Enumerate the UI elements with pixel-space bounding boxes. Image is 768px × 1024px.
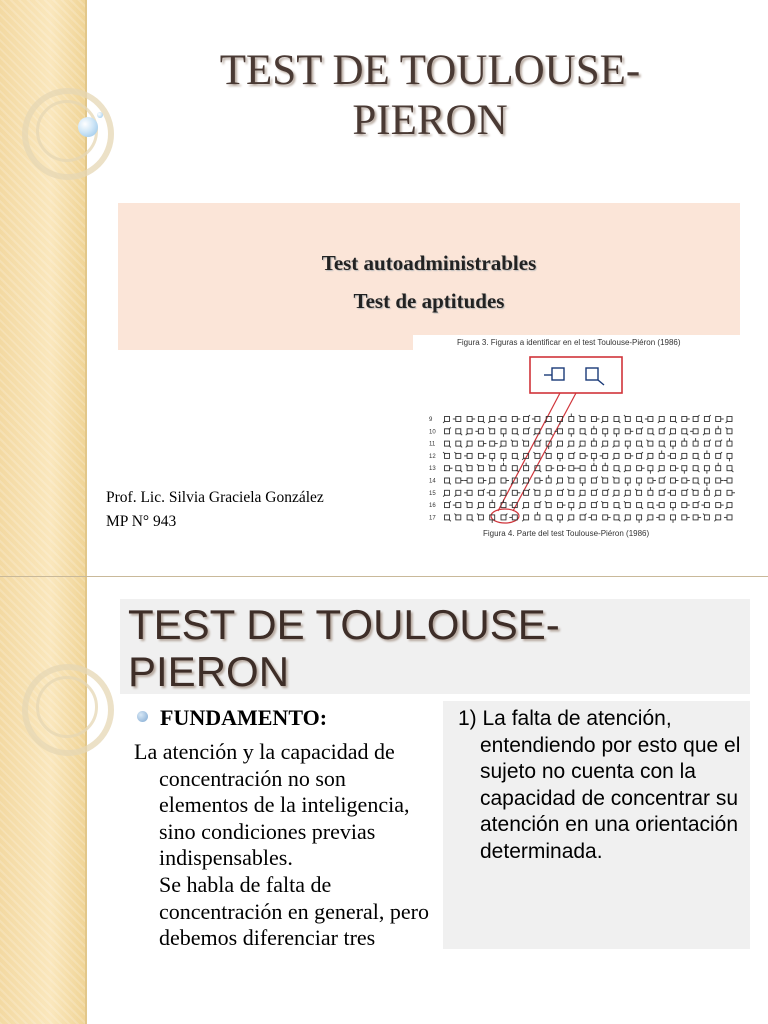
grid-symbol (659, 427, 665, 433)
grid-symbol (624, 490, 630, 496)
figure-caption-top: Figura 3. Figuras a identificar en el test Toulouse-Piéron (1986) (457, 338, 681, 347)
grid-symbol (512, 417, 520, 422)
grid-symbol (445, 478, 451, 484)
grid-symbol (625, 441, 630, 449)
grid-symbol (727, 453, 732, 461)
grid-symbol (498, 417, 506, 422)
grid-symbol (614, 417, 620, 423)
grid-symbol (558, 515, 563, 523)
grid-symbol (558, 453, 563, 461)
grid-symbol (488, 417, 494, 423)
grid-symbol (567, 515, 573, 521)
body-text (134, 739, 434, 952)
grid-symbol (682, 466, 687, 474)
grid-symbol (658, 417, 664, 423)
grid-symbol (569, 466, 577, 471)
grid-symbol (445, 515, 451, 521)
grid-symbol (501, 478, 509, 483)
grid-symbol (716, 440, 722, 446)
grid-symbol (501, 453, 506, 461)
grid-symbol (545, 452, 551, 458)
row-number: 10 (429, 429, 436, 436)
grid-symbol (603, 515, 611, 520)
grid-symbol (603, 463, 608, 471)
grid-symbol (682, 417, 690, 422)
grid-symbol (478, 489, 484, 495)
grid-symbol (591, 453, 596, 461)
grid-symbol (601, 477, 607, 483)
subtitle-line-1: Test autoadministrables (321, 251, 537, 275)
grid-symbol (522, 440, 528, 446)
grid-symbol (591, 477, 597, 483)
grid-symbol (591, 426, 596, 434)
grid-symbol (464, 490, 472, 495)
grid-symbol (512, 490, 520, 495)
point-box (443, 701, 750, 949)
grid-symbol (524, 463, 529, 471)
grid-symbol (614, 429, 619, 437)
grid-symbol (637, 427, 643, 433)
grid-symbol (591, 438, 596, 446)
grid-symbol (714, 490, 720, 496)
grid-symbol (591, 501, 597, 507)
grid-symbol (648, 487, 653, 495)
decorative-bubble (78, 117, 98, 137)
grid-symbol (624, 515, 630, 521)
grid-symbol (454, 514, 460, 520)
grid-symbol (682, 438, 687, 446)
grid-symbol (445, 501, 451, 507)
grid-symbol (704, 466, 709, 474)
grid-symbol (535, 512, 540, 520)
grid-symbol (682, 489, 688, 495)
grid-symbol (693, 453, 699, 459)
grid-symbol (625, 429, 633, 434)
grid-symbol (456, 441, 462, 447)
grid-symbol (669, 429, 675, 435)
grid-symbol (546, 515, 552, 521)
subtitle-line-2: Test de aptitudes (353, 289, 505, 313)
grid-symbol (456, 478, 464, 483)
grid-symbol (671, 478, 679, 483)
grid-symbol (580, 478, 585, 486)
grid-symbol (532, 417, 540, 422)
row-number: 9 (429, 417, 433, 423)
grid-symbol (647, 515, 653, 521)
section-heading: FUNDAMENTO: (160, 705, 328, 730)
grid-symbol (637, 441, 643, 447)
grid-symbol (500, 441, 506, 447)
slide-title (128, 601, 598, 695)
row-number: 16 (429, 503, 436, 510)
grid-symbol (445, 466, 453, 471)
grid-symbol (534, 489, 540, 495)
grid-symbol (614, 466, 620, 472)
grid-symbol (454, 452, 460, 458)
grid-symbol (656, 515, 664, 520)
grid-symbol (467, 515, 473, 521)
grid-symbol (693, 478, 699, 484)
grid-symbol (524, 427, 530, 433)
grid-symbol (488, 427, 494, 433)
grid-symbol (659, 441, 665, 447)
grid-symbol (614, 503, 620, 509)
grid-symbol (601, 417, 607, 423)
grid-symbol (546, 466, 554, 471)
grid-symbol (648, 478, 656, 483)
grid-symbol (511, 440, 517, 446)
subtitle-box (118, 203, 740, 350)
grid-symbol (545, 501, 551, 507)
grid-symbol (569, 503, 574, 511)
grid-symbol (467, 417, 475, 422)
grid-symbol (693, 515, 701, 520)
grid-symbol (671, 417, 677, 423)
target-symbol-1 (544, 368, 564, 380)
grid-symbol (534, 452, 540, 458)
grid-symbol (704, 478, 709, 486)
grid-symbol (453, 417, 461, 422)
highlight-circle (491, 509, 519, 523)
grid-symbol (693, 415, 699, 421)
grid-symbol (647, 440, 653, 446)
grid-symbol (648, 503, 654, 509)
grid-symbol (703, 514, 709, 520)
row-number: 11 (429, 441, 436, 448)
target-symbol-2 (586, 368, 604, 385)
grid-symbol (522, 503, 528, 509)
grid-symbol (625, 478, 630, 486)
grid-symbol (671, 515, 676, 523)
grid-symbol (524, 415, 530, 421)
row-number: 15 (429, 490, 436, 497)
grid-symbol (716, 452, 722, 458)
grid-symbol (567, 477, 573, 483)
grid-symbol (579, 490, 585, 496)
target-figures-frame (530, 357, 622, 393)
grid-symbol (716, 503, 724, 508)
grid-symbol (690, 429, 698, 434)
grid-symbol (580, 514, 586, 520)
grid-symbol (464, 478, 472, 483)
grid-symbol (535, 501, 541, 507)
grid-symbol (445, 427, 451, 433)
grid-symbol (648, 466, 653, 474)
grid-symbol (580, 429, 586, 435)
grid-symbol (569, 414, 574, 422)
grid-symbol (478, 441, 486, 446)
grid-symbol (456, 466, 462, 472)
grid-symbol (625, 453, 633, 458)
grid-symbol (703, 429, 709, 435)
grid-symbol (659, 450, 664, 458)
toulouse-pieron-figure (413, 335, 751, 544)
grid-symbol (637, 503, 643, 509)
grid-symbol (509, 515, 517, 520)
figure-caption-bottom: Figura 4. Parte del test Toulouse-Piéron (1986) (483, 529, 650, 538)
grid-symbol (501, 514, 507, 520)
grid-symbol (601, 501, 607, 507)
grid-symbol (603, 429, 608, 437)
row-number: 13 (429, 466, 436, 473)
symbol-grid (443, 414, 735, 523)
paragraph-1: La atención y la capacidad de concentración no son elementos de la inteligencia, sino condiciones previas indispensables. (134, 739, 410, 871)
grid-symbol (726, 417, 732, 423)
grid-symbol (637, 452, 643, 458)
grid-symbol (727, 490, 735, 495)
grid-symbol (443, 490, 449, 496)
grid-symbol (579, 503, 585, 509)
grid-symbol (500, 490, 506, 496)
grid-symbol (466, 464, 472, 470)
grid-symbol (591, 489, 597, 495)
grid-symbol (591, 463, 596, 471)
grid-symbol (512, 429, 518, 435)
sidebar-edge (85, 577, 87, 1024)
grid-symbol (478, 417, 484, 423)
grid-symbol (600, 453, 608, 458)
grid-symbol (680, 453, 686, 459)
bullet-icon (137, 711, 148, 722)
grid-symbol (637, 478, 642, 486)
row-number: 14 (429, 478, 436, 485)
grid-symbol (558, 466, 566, 471)
grid-symbol (671, 503, 676, 511)
grid-symbol (658, 466, 664, 472)
grid-symbol (701, 503, 709, 508)
grid-symbol (466, 501, 472, 507)
decorative-sidebar (0, 0, 85, 576)
grid-symbol (637, 417, 643, 423)
grid-symbol (716, 463, 721, 471)
grid-symbol (443, 417, 449, 423)
grid-symbol (524, 489, 530, 495)
grid-symbol (579, 441, 585, 447)
grid-symbol (454, 490, 460, 496)
paragraph-2: Se habla de falta de concentración en general, pero debemos diferenciar tres (159, 871, 429, 951)
grid-symbol (490, 441, 498, 446)
grid-symbol (567, 489, 573, 495)
grid-symbol (577, 466, 585, 471)
grid-symbol (668, 490, 676, 495)
grid-symbol (546, 429, 552, 435)
grid-symbol (614, 515, 620, 521)
grid-symbol (558, 489, 564, 495)
grid-symbol (613, 453, 619, 459)
grid-symbol (466, 441, 472, 447)
slide-2 (0, 577, 768, 1024)
grid-symbol (659, 489, 665, 495)
grid-symbol (556, 478, 562, 484)
grid-symbol (645, 417, 653, 422)
grid-symbol (682, 429, 688, 435)
grid-symbol (466, 429, 472, 435)
grid-symbol (647, 453, 653, 459)
grid-symbol (637, 515, 642, 523)
grid-symbol (501, 429, 506, 437)
figure-graphic (413, 335, 751, 544)
grid-symbol (659, 477, 665, 483)
grid-symbol (671, 466, 679, 471)
grid-symbol (522, 515, 528, 521)
grid-symbol (704, 450, 709, 458)
sidebar-edge (85, 0, 87, 576)
grid-symbol (727, 466, 733, 472)
grid-symbol (477, 514, 483, 520)
grid-symbol (656, 503, 664, 508)
pointer-line-2 (513, 393, 576, 511)
grid-symbol (671, 441, 676, 449)
grid-symbol (487, 490, 495, 495)
grid-symbol (682, 478, 690, 483)
grid-symbol (535, 440, 541, 446)
grid-symbol (682, 515, 690, 520)
grid-symbol (682, 503, 690, 508)
grid-symbol (477, 464, 483, 470)
grid-symbol (714, 515, 720, 521)
grid-symbol (601, 441, 607, 447)
decorative-bubble-small (97, 112, 103, 118)
slide-title: TEST DE TOULOUSE-PIERON (219, 47, 641, 144)
grid-symbol (456, 429, 462, 435)
grid-symbol (501, 463, 506, 471)
grid-symbol (545, 490, 551, 496)
grid-symbol (443, 452, 449, 458)
grid-symbol (668, 453, 676, 458)
grid-symbol (726, 503, 732, 509)
grid-symbol (488, 478, 494, 484)
grid-symbol (624, 415, 630, 421)
grid-symbol (475, 429, 483, 434)
row-numbers (429, 417, 436, 521)
grid-symbol (726, 427, 732, 433)
grid-symbol (546, 475, 551, 483)
grid-symbol (693, 466, 699, 472)
point-1-text: 1) La falta de atención, entendiendo por esto que el sujeto no cuenta con la capacidad de concentrar su atención en una orientación determinada. (458, 707, 741, 863)
author-registration: MP N° 943 (106, 513, 177, 530)
grid-symbol (555, 429, 563, 434)
decorative-sidebar (0, 577, 85, 1024)
grid-symbol (490, 453, 495, 461)
grid-symbol (693, 438, 698, 446)
grid-symbol (579, 415, 585, 421)
grid-symbol (545, 417, 551, 423)
row-number: 17 (429, 515, 436, 522)
grid-symbol (478, 478, 486, 483)
grid-symbol (724, 478, 732, 483)
grid-symbol (624, 501, 630, 507)
grid-symbol (535, 478, 543, 483)
grid-symbol (727, 438, 732, 446)
grid-symbol (613, 441, 619, 447)
grid-symbol (716, 478, 724, 483)
row-number: 12 (429, 453, 436, 460)
grid-symbol (624, 466, 630, 472)
grid-symbol (569, 429, 574, 437)
grid-symbol (591, 417, 599, 422)
grid-symbol (603, 489, 609, 495)
grid-symbol (704, 415, 710, 421)
grid-symbol (692, 489, 698, 495)
grid-symbol (588, 515, 596, 520)
grid-symbol (445, 441, 451, 447)
slide-title-text: TEST DE TOULOUSE-PIERON (128, 601, 560, 695)
grid-symbol (637, 466, 645, 471)
grid-symbol (556, 441, 562, 447)
grid-symbol (558, 503, 566, 508)
grid-symbol (580, 453, 588, 458)
grid-symbol (522, 478, 528, 484)
grid-symbol (693, 501, 699, 507)
grid-symbol (490, 500, 495, 508)
grid-symbol (512, 453, 518, 459)
decorative-ring-inner (36, 676, 98, 738)
grid-symbol (716, 417, 724, 422)
grid-symbol (453, 503, 461, 508)
grid-symbol (648, 429, 654, 435)
grid-symbol (569, 452, 575, 458)
grid-symbol (477, 503, 483, 509)
author-name: Prof. Lic. Silvia Graciela González (106, 489, 324, 506)
grid-symbol (464, 453, 472, 458)
grid-symbol (635, 489, 641, 495)
grid-symbol (613, 477, 619, 483)
grid-symbol (704, 440, 710, 446)
grid-symbol (567, 441, 573, 447)
grid-symbol (724, 515, 732, 520)
grid-symbol (512, 466, 518, 472)
grid-symbol (478, 453, 486, 458)
grid-symbol (613, 490, 619, 496)
grid-symbol (488, 464, 494, 470)
grid-symbol (704, 487, 709, 495)
grid-symbol (716, 426, 721, 434)
